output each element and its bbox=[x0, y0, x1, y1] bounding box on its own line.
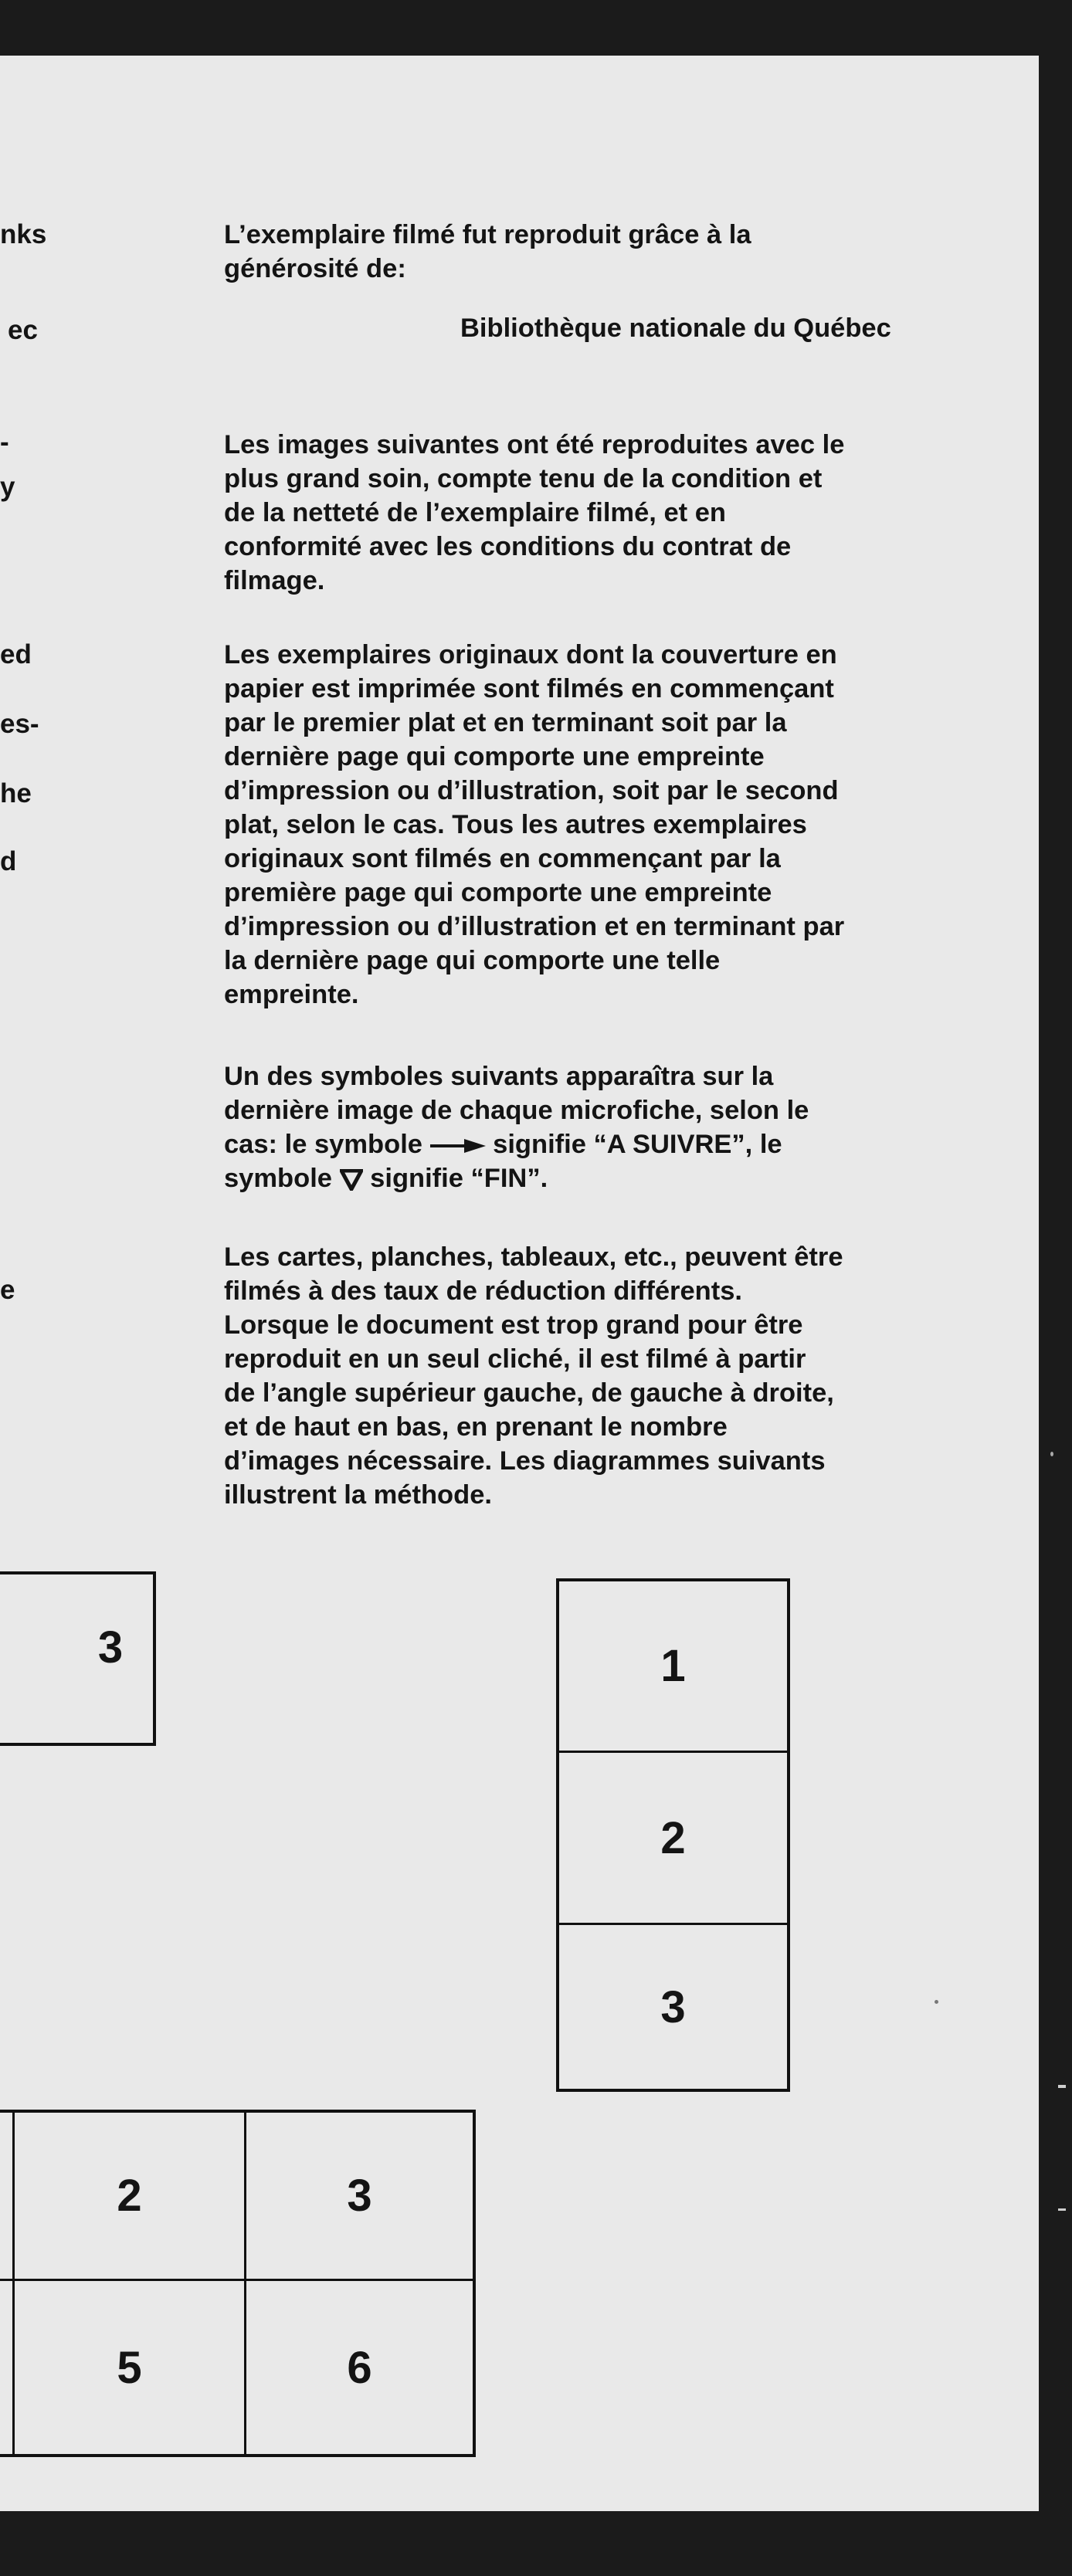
left-fragment: e bbox=[0, 1275, 15, 1305]
paragraph-symbols bbox=[224, 1059, 981, 1195]
paragraph-line: Lorsque le document est trop grand pour être bbox=[224, 1310, 803, 1340]
arrow-right-icon bbox=[430, 1138, 486, 1154]
diagram-vertical bbox=[556, 1578, 790, 2092]
paragraph-line: originaux sont filmés en commençant par la bbox=[224, 844, 781, 873]
paragraph-line: d’impression ou d’illustration et en terminant par bbox=[224, 912, 845, 941]
left-fragment: ec bbox=[8, 315, 38, 345]
acknowledgement-line: générosité de: bbox=[224, 254, 406, 283]
paragraph-line: par le premier plat et en terminant soit par la bbox=[224, 708, 787, 737]
page-edge-mark bbox=[1058, 2085, 1066, 2088]
diagram-cell: 5 bbox=[12, 2279, 244, 2454]
paragraph-line: de la netteté de l’exemplaire filmé, et en bbox=[224, 498, 726, 527]
diagram-cell: 3 bbox=[97, 1622, 124, 1673]
paragraph-line: reproduit en un seul cliché, il est filmé à partir bbox=[224, 1344, 806, 1374]
paragraph-line: filmage. bbox=[224, 566, 325, 595]
diagram-cell: 2 bbox=[12, 2113, 244, 2279]
diagram-horizontal-partial bbox=[0, 1571, 156, 1746]
library-name: Bibliothèque nationale du Québec bbox=[460, 314, 891, 343]
paragraph-line: dernière image de chaque microfiche, selon le bbox=[224, 1096, 809, 1125]
diagram-cell: 1 bbox=[660, 1641, 686, 1691]
diagram-cell: 6 bbox=[244, 2279, 473, 2454]
left-fragment: he bbox=[0, 778, 32, 808]
paragraph-line: papier est imprimée sont filmés en commençant bbox=[224, 674, 834, 703]
paragraph-line: Un des symboles suivants apparaîtra sur la bbox=[224, 1062, 774, 1091]
diagram-cell bbox=[0, 2113, 12, 2279]
paragraph-line: Les images suivantes ont été reproduites avec le bbox=[224, 430, 845, 459]
left-fragment: es- bbox=[0, 709, 39, 739]
scan-speck bbox=[1050, 1452, 1053, 1456]
paragraph-line: plat, selon le cas. Tous les autres exemplaires bbox=[224, 810, 807, 839]
scan-speck bbox=[935, 2000, 938, 2004]
paragraph-line: Les cartes, planches, tableaux, etc., peuvent être bbox=[224, 1242, 843, 1272]
symbol-line-text: cas: le symbole bbox=[224, 1130, 422, 1159]
paragraph-line: et de haut en bas, en prenant le nombre bbox=[224, 1412, 728, 1442]
diagram-grid bbox=[0, 2110, 476, 2457]
paragraph-line: conformité avec les conditions du contrat de bbox=[224, 532, 792, 561]
diagram-cell bbox=[0, 2279, 12, 2454]
paragraph-line: empreinte. bbox=[224, 980, 359, 1009]
paragraph-line: d’impression ou d’illustration, soit par le second bbox=[224, 776, 839, 805]
acknowledgement-text bbox=[224, 218, 981, 286]
paragraph-line: première page qui comporte une empreinte bbox=[224, 878, 772, 907]
paragraph-line: la dernière page qui comporte une telle bbox=[224, 946, 721, 975]
diagram-cell: 2 bbox=[559, 1751, 787, 1923]
paragraph-line: d’images nécessaire. Les diagrammes suivants bbox=[224, 1446, 826, 1476]
acknowledgement-line: L’exemplaire filmé fut reproduit grâce à la bbox=[224, 220, 751, 249]
triangle-down-icon bbox=[340, 1169, 363, 1191]
paragraph-line bbox=[224, 1127, 981, 1161]
paragraph-maps bbox=[224, 1240, 981, 1512]
left-fragment: y bbox=[0, 472, 15, 502]
left-fragment: nks bbox=[0, 219, 47, 249]
left-fragment: ed bbox=[0, 639, 32, 669]
paragraph-line: plus grand soin, compte tenu de la condition et bbox=[224, 464, 823, 493]
diagram-cell: 3 bbox=[559, 1923, 787, 2089]
symbol-line-text: signifie “FIN”. bbox=[370, 1164, 548, 1193]
symbol-line-text: signifie “A SUIVRE”, le bbox=[493, 1130, 782, 1159]
diagram-cell: 3 bbox=[244, 2113, 473, 2279]
paragraph-originals bbox=[224, 638, 981, 1012]
page-edge-mark bbox=[1058, 2208, 1066, 2211]
paragraph-line: dernière page qui comporte une empreinte bbox=[224, 742, 765, 771]
paragraph-line: filmés à des taux de réduction différents. bbox=[224, 1276, 742, 1306]
paragraph-line bbox=[224, 1161, 981, 1195]
paragraph-line: illustrent la méthode. bbox=[224, 1480, 492, 1510]
left-fragment: - bbox=[0, 427, 9, 457]
paragraph-images bbox=[224, 428, 981, 598]
paragraph-line: Les exemplaires originaux dont la couverture en bbox=[224, 640, 837, 669]
paragraph-line: de l’angle supérieur gauche, de gauche à droite, bbox=[224, 1378, 834, 1408]
symbol-line-text: symbole bbox=[224, 1164, 332, 1193]
left-fragment: d bbox=[0, 846, 17, 876]
